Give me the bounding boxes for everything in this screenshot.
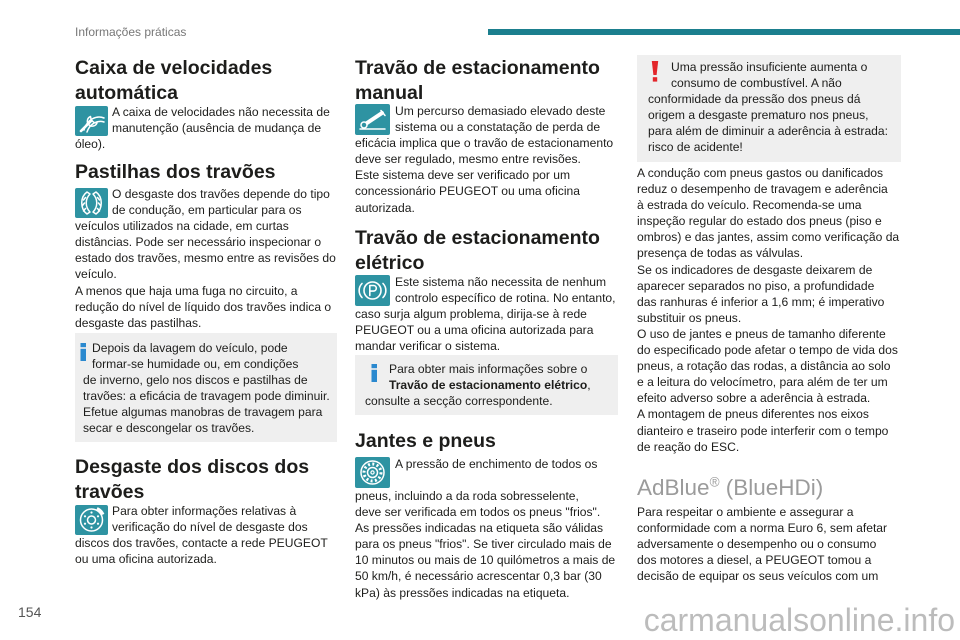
heading-brake-disc-wear: Desgaste dos discos dos travões bbox=[75, 456, 310, 503]
note-text: Para obter mais informações sobre o bbox=[389, 362, 588, 376]
note-cross-reference: Travão de estacionamento elétrico bbox=[389, 378, 588, 393]
heading-adblue-suffix: (BlueHDi) bbox=[719, 475, 824, 500]
warning-icon bbox=[648, 59, 671, 91]
info-note-brake-washing bbox=[75, 333, 337, 442]
info-icon bbox=[365, 361, 389, 393]
paragraph-manual-parking-brake bbox=[355, 103, 618, 216]
note-text: , consulte a secção correspondente. bbox=[365, 378, 591, 409]
electric-parking-brake-icon bbox=[355, 274, 395, 306]
warning-note-tyre-pressure bbox=[637, 55, 901, 162]
note-text: Depois da lavagem do veículo, pode formar-se humidade ou, em condições de inverno, gelo nos discos e pastilhas de travões: a eficácia de travagem pode diminuir. Efetue algumas manobras de travagem para secar e descongelar os travões. bbox=[83, 341, 330, 436]
registered-trademark-mark: ® bbox=[709, 474, 720, 490]
paragraph-text: Um percurso demasiado elevado deste sistema ou a constatação de perda de eficácia implica que o travão de estacionamento deve ser regulado, mesmo entre revisões. Este sistema deve ser verificado por um concessionário PEUGEOT ou uma oficina autorizada. bbox=[355, 104, 614, 215]
paragraph-adblue bbox=[637, 504, 901, 584]
paragraph-text: Para obter informações relativas à verificação do nível de desgaste dos discos dos travões, contacte a rede PEUGEOT ou uma oficina autorizada. bbox=[75, 504, 328, 567]
column-2 bbox=[355, 0, 618, 640]
paragraph-text: Este sistema não necessita de nenhum controlo específico de rotina. No entanto, caso surja algum problema, dirija-se à rede PEUGEOT ou a uma oficina autorizada para mandar verificar o sistema. bbox=[355, 275, 616, 354]
heading-brake-pads: Pastilhas dos travões bbox=[75, 161, 276, 183]
paragraph-tyre-pressure bbox=[355, 456, 618, 601]
heading-adblue bbox=[637, 474, 901, 501]
warning-text: Uma pressão insuficiente aumenta o consumo de combustível. A não conformidade da pressão dos pneus dá origem a desgaste prematuro nos pneus, para além de diminuir a aderência à estrada: risco de acidente! bbox=[648, 60, 888, 155]
heading-adblue-brand: AdBlue bbox=[637, 475, 710, 500]
parking-brake-lever-icon bbox=[355, 103, 395, 135]
heading-manual-parking-brake: Travão de estacionamento manual bbox=[355, 57, 600, 104]
info-icon bbox=[78, 340, 92, 372]
tyre-icon bbox=[355, 456, 395, 488]
paragraph-text: O desgaste dos travões depende do tipo de condução, em particular para os veículos utilizados na cidade, em curtas distâncias. Pode ser necessário inspecionar o estado dos travões, mesmo entre as revisões do veículo. A menos que haja uma fuga no circuito, a redução do nível de líquido dos travões indica o desgaste das pastilhas. bbox=[75, 187, 336, 330]
paragraph-tyre-condition bbox=[637, 165, 901, 455]
column-3 bbox=[637, 0, 901, 640]
paragraph-automatic-gearbox bbox=[75, 104, 337, 152]
brake-disc-icon bbox=[75, 503, 112, 535]
heading-wheels-tyres: Jantes e pneus bbox=[355, 430, 496, 452]
paragraph-text: A pressão de enchimento de todos os pneus, incluindo a da roda sobresselente, deve ser verificada em todos os pneus "frios". As pressões indicadas na etiqueta são válidas para os pneus "frios". Se tiver circulado mais de 10 minutos ou mais de 10 quilómetros a mais de 50 km/h, é necessário acrescentar 0,3 bar (30 kPa) às pressões indicadas na etiqueta. bbox=[355, 457, 616, 600]
paragraph-brake-pads bbox=[75, 186, 337, 331]
paragraph-text: A condução com pneus gastos ou danificados reduz o desempenho de travagem e aderência à estrada do veículo. Recomenda-se uma inspeção regular do estado dos pneus (piso e ombros) e das jantes, assim como verificação da presença de todas as válvulas. Se os indicadores de desgaste deixarem de aparecer separados no piso, a profundidade das ranhuras é inferior a 1,6 mm; é imperativo substituir os pneus. O uso de jantes e pneus de tamanho diferente do especificado pode afetar o tempo de vida dos pneus, a rotação das rodas, a distância ao solo e a leitura do velocímetro, para além de ter um efeito adverso sobre a aderência à estrada. A montagem de pneus diferentes nos eixos dianteiro e traseiro pode interferir com o tempo de reação do ESC. bbox=[637, 166, 900, 454]
brake-pads-icon bbox=[75, 186, 112, 218]
running-header-section-title: Informações práticas bbox=[75, 25, 187, 39]
watermark: carmanualsonline.info bbox=[643, 602, 955, 638]
column-1 bbox=[75, 0, 337, 640]
heading-electric-parking-brake: Travão de estacionamento elétrico bbox=[355, 227, 600, 274]
paragraph-text: Para respeitar o ambiente e assegurar a conformidade com a norma Euro 6, sem afetar adversamente o desempenho ou o consumo dos motores a diesel, a PEUGEOT tomou a decisão de equipar os seus veículos com um bbox=[637, 505, 888, 584]
paragraph-electric-parking-brake bbox=[355, 274, 618, 354]
paragraph-text: A caixa de velocidades não necessita de manutenção (ausência de mudança de óleo). bbox=[75, 105, 330, 152]
gearbox-maintenance-icon bbox=[75, 104, 112, 136]
info-note-electric-parking-brake bbox=[355, 355, 618, 415]
page-number: 154 bbox=[18, 604, 42, 620]
paragraph-brake-disc-wear bbox=[75, 503, 337, 567]
heading-automatic-gearbox: Caixa de velocidades automática bbox=[75, 57, 273, 104]
